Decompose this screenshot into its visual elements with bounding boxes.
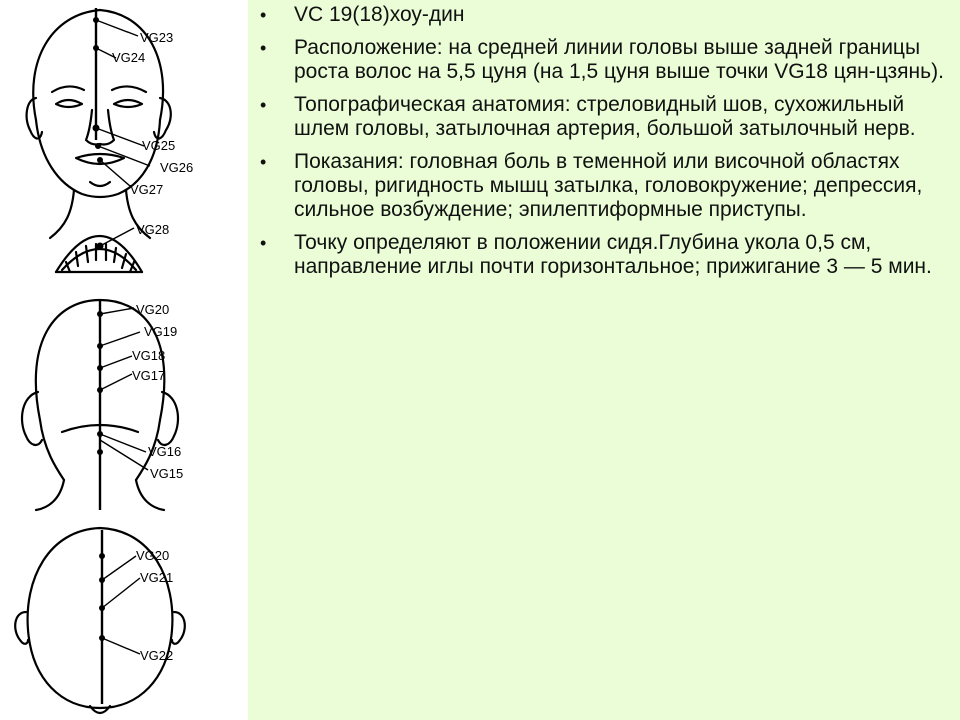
bullet-icon: • <box>260 38 267 58</box>
vg25-label: VG25 <box>142 138 176 153</box>
bullet-icon: • <box>260 95 267 115</box>
vg15-label: VG15 <box>150 466 184 481</box>
vg26-label: VG26 <box>160 160 194 175</box>
vg27-label: VG27 <box>130 182 164 197</box>
bullet-text: Показания: головная боль в теменной или височной областях головы, ригидность мышц затылка, головокружение; депрессия, сильное возбуждение; эпилептиформные приступы. <box>294 150 923 221</box>
bullet-icon: • <box>260 5 267 25</box>
vg23-label: VG23 <box>140 30 174 45</box>
vg18-label: VG18 <box>132 348 166 363</box>
vg28-label: VG28 <box>136 222 170 237</box>
bullet-item-title <box>258 3 948 27</box>
vg19-label: VG19 <box>144 324 178 339</box>
bullet-text: Точку определяют в положении сидя.Глубина укола 0,5 см, направление иглы почти горизонтальное; прижигание 3 — 5 мин. <box>294 231 932 278</box>
mouth-drawing <box>56 236 142 272</box>
vg20-back-label: VG20 <box>136 302 170 317</box>
bullet-list <box>258 3 948 288</box>
vg24-label: VG24 <box>112 50 146 65</box>
acupuncture-illustration <box>0 0 248 720</box>
bullet-item-anatomy <box>258 93 948 141</box>
text-panel <box>248 0 960 720</box>
vg21-label: VG21 <box>140 570 174 585</box>
bullet-item-indications <box>258 150 948 222</box>
vg17-label: VG17 <box>132 368 166 383</box>
bullet-text: Расположение: на средней линии головы выше задней границы роста волос на 5,5 цуня (на 1,5 цуня выше точки VG18 цян-цзянь). <box>294 36 944 83</box>
bullet-text: VC 19(18)хоу-дин <box>294 3 465 26</box>
vg22-label: VG22 <box>140 648 174 663</box>
bullet-item-technique <box>258 231 948 279</box>
bullet-item-location <box>258 36 948 84</box>
vg16-label: VG16 <box>148 444 182 459</box>
bullet-icon: • <box>260 233 267 253</box>
bullet-text: Топографическая анатомия: стреловидный шов, сухожильный шлем головы, затылочная артерия, большой затылочный нерв. <box>294 93 916 140</box>
vg20-top-label: VG20 <box>136 548 170 563</box>
bullet-icon: • <box>260 152 267 172</box>
head-diagrams <box>0 0 248 720</box>
